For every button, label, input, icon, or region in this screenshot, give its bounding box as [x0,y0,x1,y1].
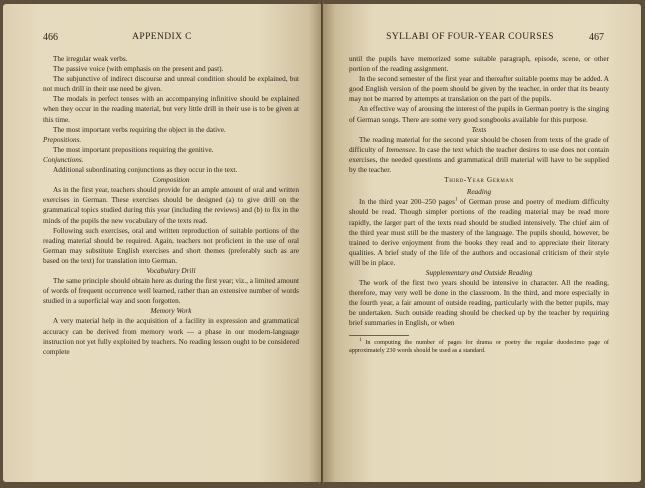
singing-paragraph: An effective way of arousing the interest of the pupils in German poetry is the singing of German songs. There are some very good songbooks available for this purpose. [349,105,609,124]
left-page-body [43,54,299,357]
prepositions-heading: Prepositions. [43,135,82,144]
left-page [3,4,321,482]
right-page [323,4,641,482]
book-title: Immensee [386,145,416,154]
third-year-heading: Third-Year German [444,176,514,185]
vocabulary-heading: Vocabulary Drill [146,266,196,275]
text-line: The most important verbs requiring the object in the dative. [53,125,226,134]
prepositions-text: The most important prepositions requiring the genitive. [53,145,214,154]
continued-paragraph: until the pupils have memorized some suitable paragraph, episode, scene, or other portion of the reading assignment. [349,55,609,74]
right-page-header: SYLLABI OF FOUR-YEAR COURSES [386,32,554,42]
supplementary-heading: Supplementary and Outside Reading [425,268,533,277]
vocabulary-paragraph: The same principle should obtain here as during the first year; viz., a limited amount of words of frequent occurrence well learned, rather than an extensive number of words studied in a superficial way and soon forgotten. [43,277,299,306]
footnote-text: In computing the number of pages for drama or poetry the regular duodecimo page of approximately 230 words should be used as a standard. [349,338,609,355]
reading-heading: Reading [466,188,492,197]
memory-work-heading: Memory Work [150,307,192,316]
poems-paragraph: In the second semester of the first year and thereafter suitable poems may be added. A good English version of the poem should be given by the teacher, in order that its beauty may not be marred by attempts at translation on the part of the pupils. [349,75,609,104]
footnote-mark: 1 [359,337,362,343]
left-page-header: APPENDIX C [132,32,192,42]
reading-text-start: In the third year 200–250 pages [359,198,455,207]
reading-text-rest: of German prose and poetry of medium difficulty should be read. Though simpler portions of the reading material may be read more rapidly, the larger part of the texts read should be studied intensively. The chief aim of the third year must still be the mastery of the language. The pupils should, however, be trained to derive enjoyment from the books they read and to appreciate their literary qualities. A brief study of the life of the authors and occasional criticism of their style will be in place. [349,198,609,267]
text-line: The subjunctive of indirect discourse and unreal condition should be explained, but not much drill in their use need be given. [43,75,299,94]
text-line: The modals in perfect tenses with an accompanying infinitive should be explained when they occur in the reading material, but very little drill in their use is to be given at this time. [43,95,299,124]
composition-paragraph: As in the first year, teachers should provide for an ample amount of oral and written exercises in German. These exercises should be designed (a) to give drill on the grammatical topics studied during this year (including the reviews) and (b) to fix in the minds of the pupils the new vocabulary of the texts read. [43,186,299,225]
composition-paragraph: Following such exercises, oral and written reproduction of suitable portions of the reading material should be required. Again, teachers not proficient in the use of oral German may substitute English exercises and short themes (preferably such as are based on the text) for translation into German. [43,226,299,265]
right-page-body [349,54,609,356]
footnote [349,339,609,356]
right-page-number: 467 [589,32,604,43]
memory-work-paragraph: A very material help in the acquisition of a facility in expression and grammatical accuracy can be derived from memory work — a phase in our modern-language instruction not yet fully exploited by teachers. No reading lesson ought to be considered complete [43,317,299,356]
texts-heading: Texts [471,125,487,134]
reading-paragraph [349,197,609,268]
text-line: The passive voice (with emphasis on the present and past). [53,65,224,74]
composition-heading: Composition [152,176,190,185]
footnote-rule [349,335,409,336]
conjunctions-text: Additional subordinating conjunctions as they occur in the text. [53,166,238,175]
conjunctions-heading: Conjunctions. [43,155,84,164]
left-page-number: 466 [43,32,58,43]
text-line: The irregular weak verbs. [53,55,128,63]
footnote-reference: 1 [454,197,458,203]
supplementary-paragraph: The work of the first two years should be intensive in character. All the reading, therefore, may very well be done in the classroom. In the third, and more especially in the fourth year, a fair amount of outside reading, particularly with the better pupils, may be undertaken. Such outside reading should be checked up by the teacher by requiring brief summaries in English, or when [349,279,609,328]
texts-paragraph: The reading material for the second year should be chosen from texts of the grade of difficulty of Immensee. In case the text which the teacher desires to use does not contain exercises, the needed questions and grammatical drill material will have to be supplied by the teacher. [349,135,610,175]
